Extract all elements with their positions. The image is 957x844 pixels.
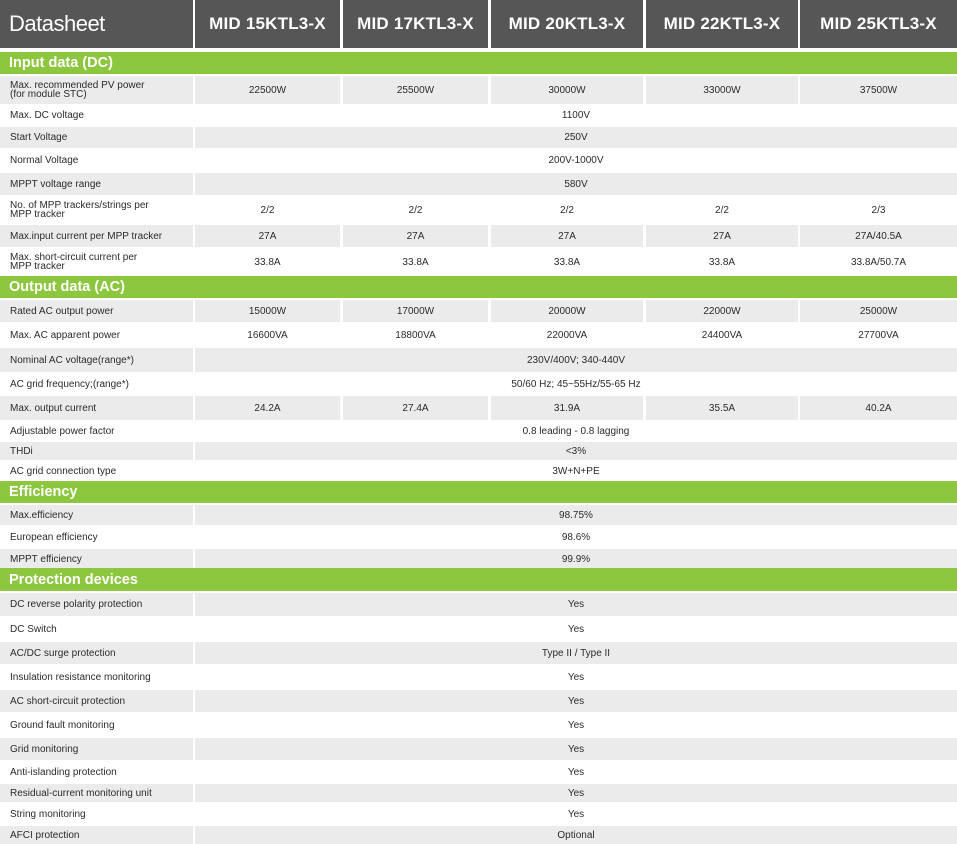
merged-value-cell: Optional bbox=[195, 826, 957, 844]
row-label: AC/DC surge protection bbox=[0, 642, 193, 664]
value-cell: 24400VA bbox=[646, 324, 798, 346]
row-label: Max. short-circuit current per MPP tracker bbox=[0, 249, 193, 275]
row-label: Anti-islanding protection bbox=[0, 762, 193, 782]
merged-value-cell: Yes bbox=[195, 593, 957, 616]
table-row bbox=[0, 396, 957, 420]
merged-value-cell: 3W+N+PE bbox=[195, 462, 957, 480]
row-label: String monitoring bbox=[0, 804, 193, 824]
value-cell: 15000W bbox=[195, 300, 340, 322]
value-cell: 22000VA bbox=[491, 324, 643, 346]
table-row bbox=[0, 804, 957, 824]
merged-value-cell: Yes bbox=[195, 618, 957, 640]
row-label: Insulation resistance monitoring bbox=[0, 666, 193, 688]
merged-value-cell: 580V bbox=[195, 173, 957, 195]
section-header: Output data (AC) bbox=[0, 276, 957, 298]
row-label: Nominal AC voltage(range*) bbox=[0, 348, 193, 372]
value-cell: 37500W bbox=[800, 76, 957, 104]
row-label: Adjustable power factor bbox=[0, 422, 193, 440]
row-label: MPPT efficiency bbox=[0, 549, 193, 569]
value-cell: 2/2 bbox=[343, 197, 488, 223]
table-row bbox=[0, 784, 957, 802]
row-label: Max. recommended PV power (for module STC) bbox=[0, 76, 193, 104]
value-cell: 25000W bbox=[800, 300, 957, 322]
row-label: DC Switch bbox=[0, 618, 193, 640]
merged-value-cell: Yes bbox=[195, 784, 957, 802]
row-label: Grid monitoring bbox=[0, 738, 193, 760]
model-column-header: MID 22KTL3-X bbox=[646, 0, 798, 48]
merged-value-cell: Yes bbox=[195, 804, 957, 824]
row-label: Ground fault monitoring bbox=[0, 714, 193, 736]
table-row bbox=[0, 618, 957, 640]
table-row bbox=[0, 106, 957, 125]
value-cell: 33.8A bbox=[195, 249, 340, 275]
value-cell: 27A bbox=[646, 225, 798, 247]
row-label: European efficiency bbox=[0, 527, 193, 547]
table-row bbox=[0, 225, 957, 247]
merged-value-cell: 230V/400V; 340-440V bbox=[195, 348, 957, 372]
value-cell: 22500W bbox=[195, 76, 340, 104]
merged-value-cell: 98.75% bbox=[195, 505, 957, 525]
row-label: Rated AC output power bbox=[0, 300, 193, 322]
table-row bbox=[0, 762, 957, 782]
table-row bbox=[0, 422, 957, 440]
value-cell: 2/2 bbox=[195, 197, 340, 223]
table-row bbox=[0, 826, 957, 844]
row-label: No. of MPP trackers/strings per MPP tracker bbox=[0, 197, 193, 223]
table-row bbox=[0, 505, 957, 525]
value-cell: 40.2A bbox=[800, 396, 957, 420]
value-cell: 18800VA bbox=[343, 324, 488, 346]
row-label: Max.input current per MPP tracker bbox=[0, 225, 193, 247]
row-label: Max.efficiency bbox=[0, 505, 193, 525]
table-row bbox=[0, 300, 957, 322]
table-row bbox=[0, 642, 957, 664]
section-header: Efficiency bbox=[0, 481, 957, 503]
value-cell: 27A bbox=[491, 225, 643, 247]
row-label: Normal Voltage bbox=[0, 150, 193, 171]
row-label: AC grid connection type bbox=[0, 462, 193, 480]
table-row bbox=[0, 374, 957, 394]
value-cell: 27.4A bbox=[343, 396, 488, 420]
table-row bbox=[0, 150, 957, 171]
merged-value-cell: Yes bbox=[195, 666, 957, 688]
table-row bbox=[0, 549, 957, 569]
merged-value-cell: Yes bbox=[195, 690, 957, 712]
value-cell: 2/2 bbox=[646, 197, 798, 223]
row-label: MPPT voltage range bbox=[0, 173, 193, 195]
value-cell: 30000W bbox=[491, 76, 643, 104]
value-cell: 27A bbox=[343, 225, 488, 247]
value-cell: 27A bbox=[195, 225, 340, 247]
merged-value-cell: 250V bbox=[195, 127, 957, 148]
table-row bbox=[0, 714, 957, 736]
merged-value-cell: Type II / Type II bbox=[195, 642, 957, 664]
value-cell: 24.2A bbox=[195, 396, 340, 420]
model-column-header: MID 17KTL3-X bbox=[343, 0, 488, 48]
value-cell: 33.8A bbox=[343, 249, 488, 275]
merged-value-cell: 98.6% bbox=[195, 527, 957, 547]
value-cell: 25500W bbox=[343, 76, 488, 104]
table-row bbox=[0, 127, 957, 148]
row-label: AC short-circuit protection bbox=[0, 690, 193, 712]
table-row bbox=[0, 738, 957, 760]
value-cell: 35.5A bbox=[646, 396, 798, 420]
merged-value-cell: 0.8 leading - 0.8 lagging bbox=[195, 422, 957, 440]
table-row bbox=[0, 197, 957, 223]
model-column-header: MID 15KTL3-X bbox=[195, 0, 340, 48]
value-cell: 27700VA bbox=[800, 324, 957, 346]
merged-value-cell: 200V-1000V bbox=[195, 150, 957, 171]
value-cell: 17000W bbox=[343, 300, 488, 322]
value-cell: 33.8A bbox=[491, 249, 643, 275]
value-cell: 33.8A bbox=[646, 249, 798, 275]
table-row bbox=[0, 324, 957, 346]
merged-value-cell: 1100V bbox=[195, 106, 957, 125]
table-row bbox=[0, 173, 957, 195]
value-cell: 33.8A/50.7A bbox=[800, 249, 957, 275]
value-cell: 33000W bbox=[646, 76, 798, 104]
datasheet-title: Datasheet bbox=[0, 0, 193, 48]
value-cell: 20000W bbox=[491, 300, 643, 322]
row-label: Max. DC voltage bbox=[0, 106, 193, 125]
row-label: Max. output current bbox=[0, 396, 193, 420]
merged-value-cell: Yes bbox=[195, 762, 957, 782]
row-label: AC grid frequency;(range*) bbox=[0, 374, 193, 394]
value-cell: 27A/40.5A bbox=[800, 225, 957, 247]
table-row bbox=[0, 462, 957, 480]
table-row bbox=[0, 442, 957, 460]
row-label: THDi bbox=[0, 442, 193, 460]
section-header: Protection devices bbox=[0, 568, 957, 591]
model-column-header: MID 20KTL3-X bbox=[491, 0, 643, 48]
table-row bbox=[0, 527, 957, 547]
value-cell: 22000W bbox=[646, 300, 798, 322]
section-header: Input data (DC) bbox=[0, 52, 957, 74]
table-row bbox=[0, 249, 957, 275]
merged-value-cell: 50/60 Hz; 45~55Hz/55-65 Hz bbox=[195, 374, 957, 394]
table-row bbox=[0, 690, 957, 712]
table-row bbox=[0, 76, 957, 104]
merged-value-cell: Yes bbox=[195, 714, 957, 736]
row-label: Max. AC apparent power bbox=[0, 324, 193, 346]
merged-value-cell: <3% bbox=[195, 442, 957, 460]
merged-value-cell: Yes bbox=[195, 738, 957, 760]
row-label: DC reverse polarity protection bbox=[0, 593, 193, 616]
value-cell: 2/2 bbox=[491, 197, 643, 223]
row-label: AFCI protection bbox=[0, 826, 193, 844]
table-row bbox=[0, 348, 957, 372]
value-cell: 16600VA bbox=[195, 324, 340, 346]
model-column-header: MID 25KTL3-X bbox=[800, 0, 957, 48]
value-cell: 31.9A bbox=[491, 396, 643, 420]
table-row bbox=[0, 593, 957, 616]
row-label: Start Voltage bbox=[0, 127, 193, 148]
table-row bbox=[0, 666, 957, 688]
merged-value-cell: 99.9% bbox=[195, 549, 957, 569]
row-label: Residual-current monitoring unit bbox=[0, 784, 193, 802]
value-cell: 2/3 bbox=[800, 197, 957, 223]
